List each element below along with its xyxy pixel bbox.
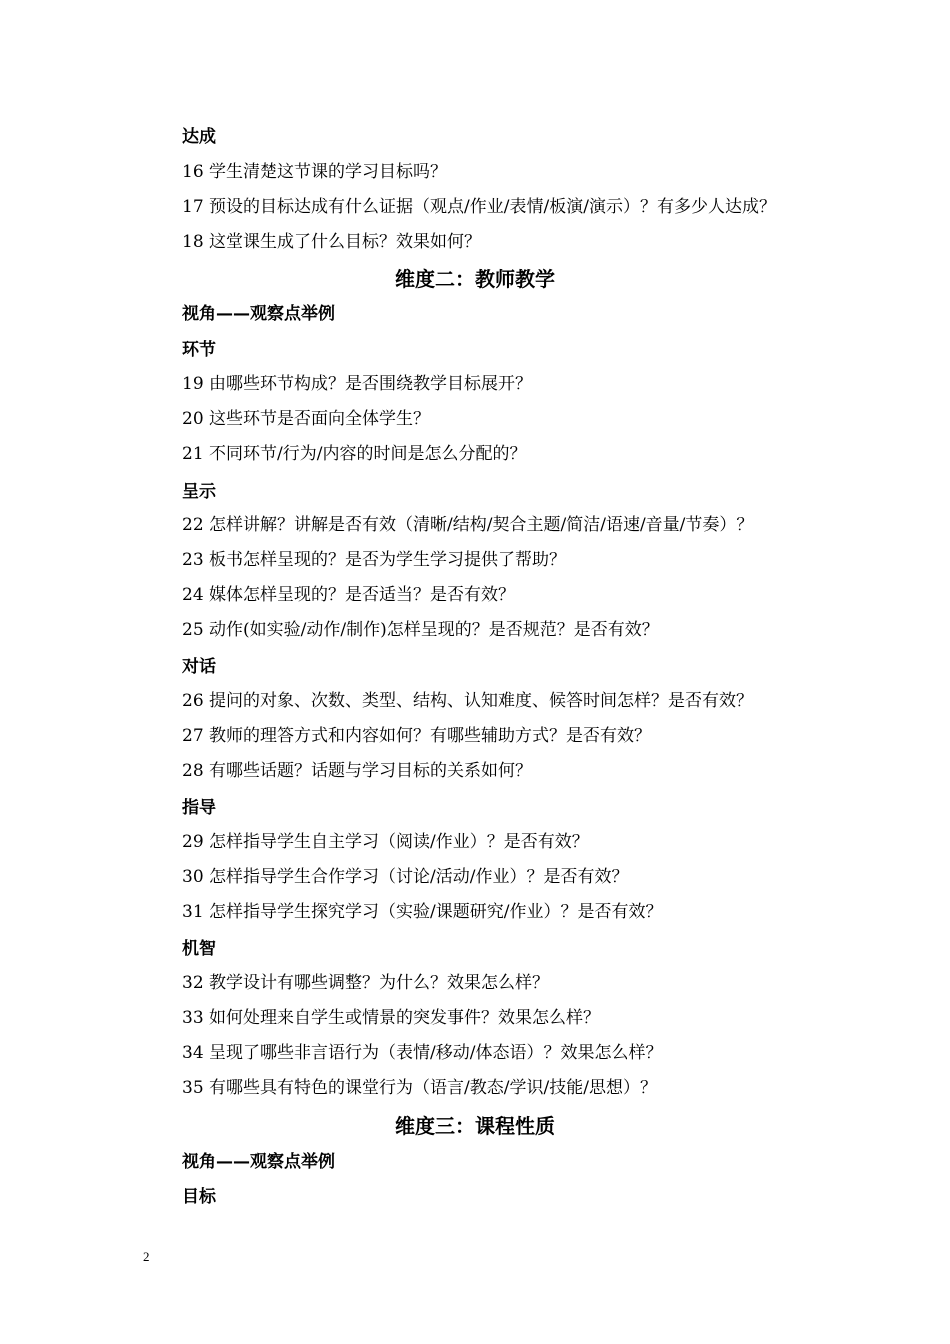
question-item: 34 呈现了哪些非言语行为（表情/移动/体态语）？效果怎么样？ xyxy=(182,1043,663,1063)
section-heading: 指导 xyxy=(182,798,216,818)
question-item: 35 有哪些具有特色的课堂行为（语言/教态/学识/技能/思想）？ xyxy=(182,1078,657,1098)
section-heading: 呈示 xyxy=(182,482,216,502)
question-item: 31 怎样指导学生探究学习（实验/课题研究/作业）？是否有效？ xyxy=(182,902,663,922)
section-heading: 目标 xyxy=(182,1187,216,1207)
question-item: 32 教学设计有哪些调整？为什么？效果怎么样？ xyxy=(182,973,550,993)
dimension-heading: 维度二：教师教学 xyxy=(395,267,555,291)
question-item: 27 教师的理答方式和内容如何？有哪些辅助方式？是否有效？ xyxy=(182,726,652,746)
question-item: 20 这些环节是否面向全体学生？ xyxy=(182,409,431,429)
question-item: 21 不同环节/行为/内容的时间是怎么分配的？ xyxy=(182,444,527,464)
question-item: 17 预设的目标达成有什么证据（观点/作业/表情/板演/演示）？有多少人达成？ xyxy=(182,197,776,217)
question-item: 18 这堂课生成了什么目标？效果如何？ xyxy=(182,232,482,252)
section-heading: 达成 xyxy=(182,127,216,147)
question-item: 29 怎样指导学生自主学习（阅读/作业）？是否有效？ xyxy=(182,832,589,852)
dimension-heading: 维度三：课程性质 xyxy=(395,1114,555,1138)
page-number: 2 xyxy=(143,1249,150,1264)
section-heading: 视角——观察点举例 xyxy=(182,304,335,324)
question-item: 19 由哪些环节构成？是否围绕教学目标展开？ xyxy=(182,374,533,394)
section-heading: 对话 xyxy=(182,657,216,677)
question-item: 30 怎样指导学生合作学习（讨论/活动/作业）？是否有效？ xyxy=(182,867,629,887)
question-item: 33 如何处理来自学生或情景的突发事件？效果怎么样？ xyxy=(182,1008,601,1028)
question-item: 23 板书怎样呈现的？是否为学生学习提供了帮助？ xyxy=(182,550,567,570)
question-item: 24 媒体怎样呈现的？是否适当？是否有效？ xyxy=(182,585,516,605)
section-heading: 机智 xyxy=(182,939,216,959)
question-item: 22 怎样讲解？讲解是否有效（清晰/结构/契合主题/简洁/语速/音量/节奏）？ xyxy=(182,515,754,535)
section-heading: 视角——观察点举例 xyxy=(182,1152,335,1172)
question-item: 25 动作(如实验/动作/制作)怎样呈现的？是否规范？是否有效？ xyxy=(182,620,659,640)
question-item: 16 学生清楚这节课的学习目标吗？ xyxy=(182,162,448,182)
question-item: 28 有哪些话题？话题与学习目标的关系如何？ xyxy=(182,761,533,781)
section-heading: 环节 xyxy=(182,340,216,360)
question-item: 26 提问的对象、次数、类型、结构、认知难度、候答时间怎样？是否有效？ xyxy=(182,691,754,711)
